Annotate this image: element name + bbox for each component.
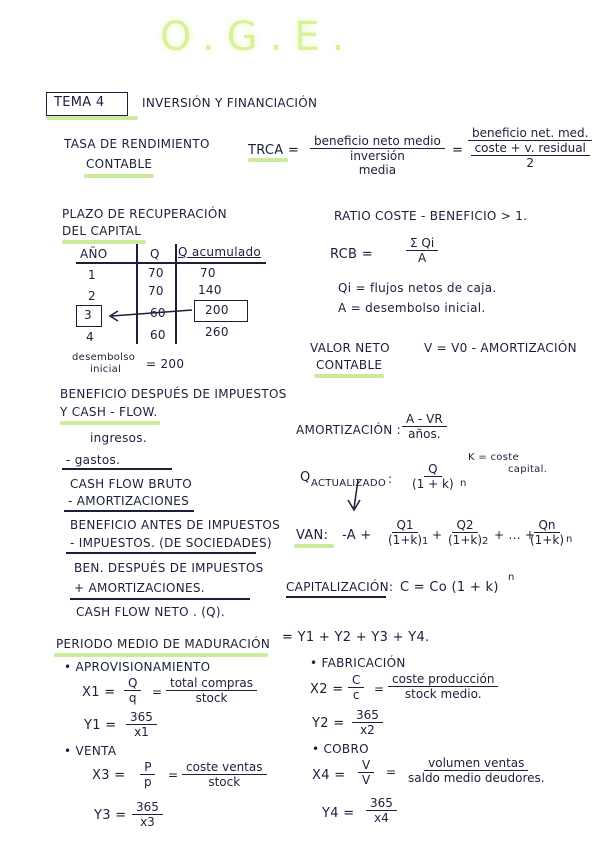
van-term-1: [384, 518, 426, 547]
plazo-row-2-year: 2: [88, 289, 96, 303]
actual-colon: :: [388, 472, 393, 486]
pmm-x2-num-2: coste producción: [388, 672, 498, 687]
pmm-x1-num-2: total compras: [166, 676, 257, 691]
beneficio-line-impuestos: - IMPUESTOS. (DE SOCIEDADES): [70, 536, 272, 550]
tasa-den-2b: 2: [526, 156, 535, 170]
van-term-3: [526, 518, 568, 547]
beneficio-line-amort-plus: + AMORTIZACIONES.: [74, 581, 205, 595]
pmm-x3-num: P: [140, 760, 155, 775]
pmm-x1-den-2: stock: [195, 691, 228, 705]
van-highlight: [294, 544, 334, 548]
plazo-desembolso-1: desembolso: [72, 352, 136, 363]
pmm-x1-frac-2: [166, 676, 257, 705]
tasa-den-2: coste + v. residual: [471, 141, 590, 156]
pmm-x3-frac-2: [182, 760, 267, 789]
ratio-qi: Qi = flujos netos de caja.: [338, 281, 497, 295]
plazo-row-3-year: 3: [84, 308, 92, 322]
actual-num: Q: [424, 462, 441, 477]
pmm-y4: Y4 =: [322, 806, 355, 821]
pmm-label: PERIODO MEDIO DE MADURACIÓN: [56, 637, 271, 651]
pmm-x2-den-2: stock medio.: [404, 687, 482, 701]
pmm-x3-den: p: [144, 775, 152, 789]
van-term-3-num: Qn: [534, 518, 559, 533]
beneficio-line-cashflow-bruto: CASH FLOW BRUTO: [70, 477, 192, 491]
pmm-x4-frac: [358, 758, 374, 787]
plazo-row-2-acc: 140: [198, 283, 222, 297]
plazo-row-3-acc: 200: [205, 303, 229, 317]
plazo-label-1: PLAZO DE RECUPERACIÓN: [62, 207, 227, 221]
actual-sub: ACTUALIZADO: [311, 478, 386, 489]
pmm-x1: X1 =: [82, 685, 116, 700]
actual-den: (1 + k): [412, 477, 454, 491]
pmm-y2-den: x2: [360, 723, 375, 737]
actual-fraction: [408, 462, 458, 491]
pmm-x2-frac-2: [388, 672, 498, 701]
pmm-x3-num-2: coste ventas: [182, 760, 267, 775]
tasa-symbol: TRCA =: [248, 143, 300, 158]
pmm-y1-frac: [126, 710, 157, 739]
pmm-x1-eq: =: [152, 685, 163, 699]
pmm-x2-num: C: [348, 673, 364, 688]
tasa-den-1a: inversión: [349, 149, 405, 163]
capit-exp: n: [508, 572, 515, 583]
plazo-header-acc: Q acumulado: [178, 245, 262, 259]
beneficio-sep-2: [64, 510, 194, 512]
ratio-den: A: [417, 251, 427, 265]
pmm-x1-num: Q: [124, 676, 141, 691]
pmm-x3-eq: =: [168, 768, 179, 782]
beneficio-line-amort: - AMORTIZACIONES: [68, 494, 190, 508]
tasa-eq: =: [452, 143, 464, 158]
plazo-row-4-q: 60: [150, 328, 166, 342]
plazo-row-3-q: 60: [150, 306, 166, 320]
van-term-1-den: (1+k): [388, 533, 423, 547]
beneficio-line-cashflow-neto: CASH FLOW NETO . (Q).: [76, 605, 226, 619]
pmm-y1-den: x1: [134, 725, 149, 739]
van-term-2: [444, 518, 486, 547]
pmm-y4-frac: [366, 796, 397, 825]
beneficio-line-gastos: - gastos.: [66, 453, 121, 467]
actual-q: Q: [300, 470, 311, 485]
tema-label: TEMA 4: [54, 95, 105, 110]
valor-highlight: [314, 374, 384, 378]
pmm-y2: Y2 =: [312, 716, 345, 731]
pmm-highlight: [54, 653, 268, 657]
van-dots: + ... +: [494, 528, 536, 542]
plazo-desembolso-value: = 200: [146, 357, 185, 371]
capit-label: CAPITALIZACIÓN:: [286, 580, 394, 594]
amort-num: A - VR: [402, 412, 447, 427]
beneficio-line-bdi: BEN. DESPUÉS DE IMPUESTOS: [74, 561, 264, 575]
plazo-row-4-year: 4: [86, 330, 94, 344]
pmm-x3: X3 =: [92, 768, 126, 783]
pmm-y3: Y3 =: [94, 808, 127, 823]
beneficio-sep-1: [62, 468, 172, 470]
beneficio-line-ingresos: ingresos.: [90, 431, 147, 445]
van-label: VAN:: [296, 528, 329, 543]
tasa-num-1: beneficio neto medio: [310, 134, 445, 149]
ratio-rcb: RCB =: [330, 247, 373, 262]
page-title: O.G.E.: [160, 14, 357, 60]
pmm-y2-num: 365: [352, 708, 383, 723]
van-term-3-den: (1+k): [530, 533, 565, 547]
plazo-row-1-year: 1: [88, 268, 96, 282]
van-term-2-exp: 2: [482, 536, 489, 547]
actual-exp: n: [460, 478, 467, 489]
beneficio-label-1: BENEFICIO DESPUÉS DE IMPUESTOS: [60, 387, 287, 401]
pmm-x4-frac-2: [404, 756, 549, 785]
pmm-y4-den: x4: [374, 811, 389, 825]
valor-formula: V = V0 - AMORTIZACIÓN: [424, 341, 577, 355]
plazo-header-year: AÑO: [80, 247, 108, 261]
capit-underline: [286, 596, 386, 598]
pmm-x4: X4 =: [312, 768, 346, 783]
plazo-desembolso-2: inicial: [90, 364, 122, 375]
beneficio-sep-3: [66, 552, 256, 554]
pmm-x4-eq: =: [386, 765, 397, 779]
pmm-y1-num: 365: [126, 710, 157, 725]
van-minus-a: -A +: [342, 528, 372, 543]
tasa-num-2: beneficio net. med.: [468, 126, 592, 141]
tema-name: INVERSIÓN Y FINANCIACIÓN: [142, 96, 318, 110]
pmm-y3-frac: [132, 800, 163, 829]
plazo-row-2-q: 70: [148, 284, 164, 298]
pmm-x2-frac: [348, 673, 364, 702]
pmm-x2: X2 =: [310, 682, 344, 697]
van-term-3-exp: n: [566, 534, 573, 545]
pmm-x1-frac: [124, 676, 141, 705]
van-term-2-den: (1+k): [448, 533, 483, 547]
pmm-y3-den: x3: [140, 815, 155, 829]
valor-label-2: CONTABLE: [316, 358, 383, 372]
amort-fraction: [402, 412, 447, 441]
tasa-den-1b: media: [358, 163, 397, 177]
pmm-cobro: • COBRO: [312, 742, 369, 756]
beneficio-highlight: [60, 421, 160, 425]
plazo-row-1-acc: 70: [200, 266, 216, 280]
tasa-label-2: CONTABLE: [86, 157, 153, 171]
pmm-formula: = Y1 + Y2 + Y3 + Y4.: [282, 630, 430, 645]
pmm-x4-den-2: saldo medio deudores.: [408, 771, 545, 785]
pmm-y3-num: 365: [132, 800, 163, 815]
pmm-aprov: • APROVISIONAMIENTO: [64, 660, 211, 674]
plazo-row-4-acc: 260: [205, 325, 229, 339]
van-plus: +: [432, 528, 443, 542]
plazo-label-2: DEL CAPITAL: [62, 224, 142, 238]
pmm-venta: • VENTA: [64, 744, 117, 758]
actual-note-2: capital.: [508, 464, 548, 475]
pmm-x3-den-2: stock: [208, 775, 241, 789]
ratio-num: Σ Qi: [406, 236, 438, 251]
beneficio-line-bai: BENEFICIO ANTES DE IMPUESTOS: [70, 518, 281, 532]
pmm-y1: Y1 =: [84, 718, 117, 733]
amort-den: años.: [408, 427, 441, 441]
beneficio-label-2: Y CASH - FLOW.: [60, 405, 158, 419]
capit-formula: C = Co (1 + k): [400, 580, 499, 595]
van-term-2-num: Q2: [452, 518, 477, 533]
plazo-header-q: Q: [150, 247, 160, 261]
ratio-fraction: [406, 236, 438, 265]
pmm-x2-den: c: [352, 688, 360, 702]
pmm-x2-eq: =: [374, 682, 385, 696]
pmm-x4-den: V: [362, 773, 371, 787]
ratio-label: RATIO COSTE - BENEFICIO > 1.: [334, 209, 528, 223]
valor-label-1: VALOR NETO: [310, 341, 390, 355]
van-term-1-exp: 1: [422, 536, 429, 547]
pmm-x1-den: q: [128, 691, 137, 705]
ratio-a: A = desembolso inicial.: [338, 301, 486, 315]
pmm-y2-frac: [352, 708, 383, 737]
actual-note-1: K = coste: [468, 452, 519, 463]
amort-label: AMORTIZACIÓN :: [296, 423, 401, 437]
pmm-x4-num: V: [358, 758, 374, 773]
pmm-fab: • FABRICACIÓN: [310, 656, 406, 670]
plazo-row-1-q: 70: [148, 266, 164, 280]
pmm-x4-num-2: volumen ventas: [424, 756, 528, 771]
tasa-label-1: TASA DE RENDIMIENTO: [64, 137, 210, 151]
pmm-x3-frac: [140, 760, 156, 789]
pmm-y4-num: 365: [366, 796, 397, 811]
beneficio-sep-4: [70, 598, 250, 600]
van-term-1-num: Q1: [392, 518, 417, 533]
